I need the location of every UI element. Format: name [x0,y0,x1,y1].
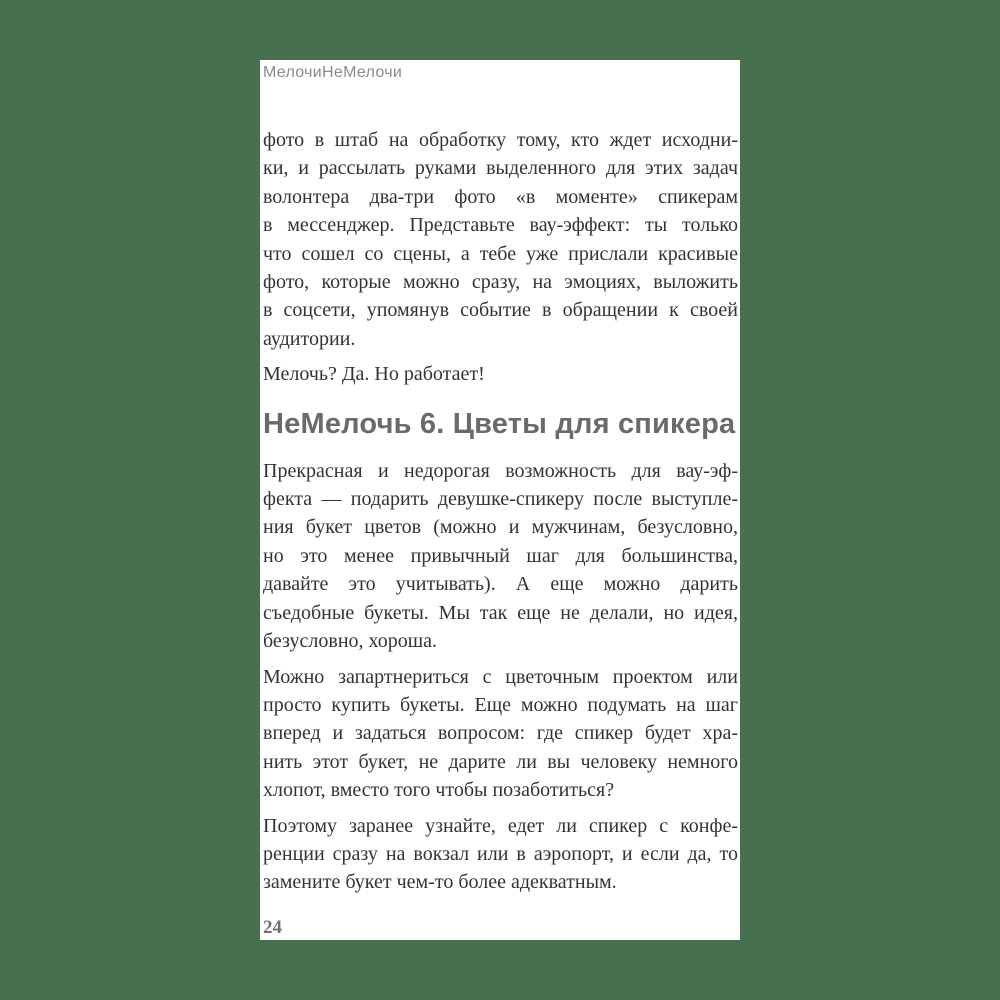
text-line: ния букет цветов (можно и мужчинам, безусловно, [263,516,738,539]
chapter-heading: НеМелочь 6. Цветы для спикера [263,407,736,440]
text-line: Можно запартнериться с цветочным проектом или [263,665,738,688]
text-line: безусловно, хороша. [263,630,438,653]
text-line: съедобные букеты. Мы так еще не делали, но идея, [263,601,738,624]
page-body [263,126,738,897]
text-line: давайте это учитывать). А еще можно дарить [263,573,738,596]
text-line: фекта — подарить девушке-спикеру после выступле- [263,488,738,511]
text-line: Поэтому заранее узнайте, едет ли спикер с конфе- [263,814,738,837]
text-line: Мелочь? Да. Но работает! [263,363,485,386]
running-header: МелочиНеМелочи [263,64,403,81]
text-line: но это менее привычный шаг для большинства, [263,544,738,567]
page-number: 24 [263,917,282,938]
text-line: замените букет чем-то более адекватным. [263,871,617,894]
text-line: что сошел со сцены, а тебе уже прислали красивые [263,242,738,265]
paragraph [263,360,738,388]
paragraph [263,812,738,897]
text-line: в мессенджер. Представьте вау-эффект: ты только [263,214,738,237]
text-line: аудитории. [263,327,356,350]
text-line: фото в штаб на обработку тому, кто ждет исходни- [263,129,738,151]
text-line: нить этот букет, не дарите ли вы человеку немного [263,750,738,773]
text-line: фото, которые можно сразу, на эмоциях, выложить [263,271,738,294]
paragraph [263,663,738,805]
paragraph [263,126,738,353]
text-line: ки, и рассылать руками выделенного для этих задач [263,157,738,180]
text-line: просто купить букеты. Еще можно подумать на шаг [263,693,738,716]
paragraph [263,457,738,656]
text-line: в соцсети, упомянув событие в обращении к своей [263,299,738,322]
text-line: хлопот, вместо того чтобы позаботиться? [263,779,615,802]
text-line: Прекрасная и недорогая возможность для вау-эф- [263,459,738,482]
text-line: ренции сразу на вокзал или в аэропорт, и если да, то [263,842,738,865]
text-line: волонтера два-три фото «в моменте» спикерам [263,185,738,208]
book-page[interactable] [260,60,740,940]
text-line: вперед и задаться вопросом: где спикер будет хра- [263,722,738,745]
